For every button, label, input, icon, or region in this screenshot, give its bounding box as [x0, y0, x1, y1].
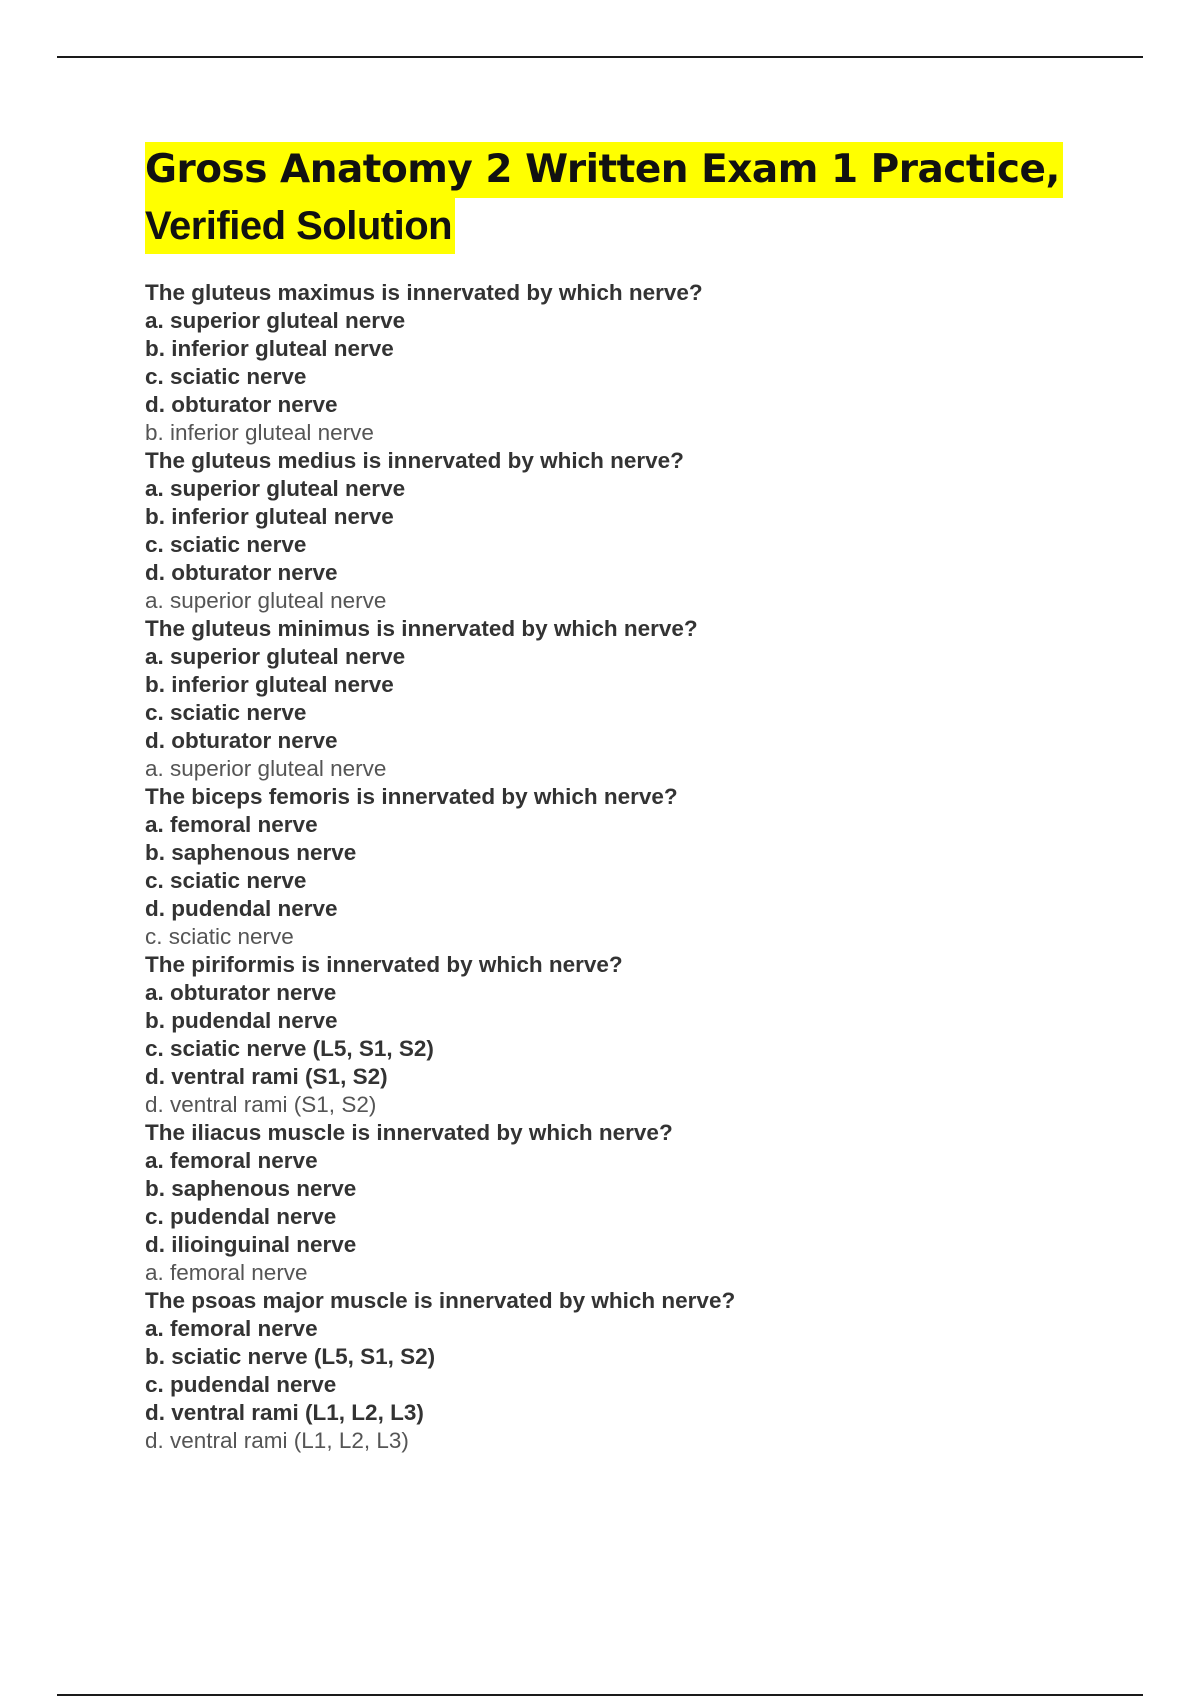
top-rule: [57, 56, 1143, 58]
option-a: a. femoral nerve: [145, 1316, 318, 1341]
answer-text: c. sciatic nerve: [145, 924, 294, 949]
option-d: d. pudendal nerve: [145, 896, 338, 921]
title-line-2: Verified Solution: [145, 198, 455, 254]
option-b: b. inferior gluteal nerve: [145, 336, 394, 361]
answer-text: b. inferior gluteal nerve: [145, 420, 374, 445]
option-a: a. femoral nerve: [145, 812, 318, 837]
question-text: The gluteus maximus is innervated by which nerve?: [145, 280, 703, 305]
option-b: b. inferior gluteal nerve: [145, 504, 394, 529]
option-d: d. obturator nerve: [145, 392, 338, 417]
question-text: The iliacus muscle is innervated by which nerve?: [145, 1120, 673, 1145]
option-d: d. obturator nerve: [145, 560, 338, 585]
option-c: c. sciatic nerve: [145, 868, 307, 893]
question-block: [145, 951, 1125, 1119]
option-b: b. sciatic nerve (L5, S1, S2): [145, 1344, 436, 1369]
option-b: b. saphenous nerve: [145, 1176, 357, 1201]
option-a: a. superior gluteal nerve: [145, 308, 406, 333]
answer-text: d. ventral rami (S1, S2): [145, 1092, 377, 1117]
question-block: [145, 783, 1125, 951]
option-d: d. ventral rami (S1, S2): [145, 1064, 388, 1089]
option-c: c. sciatic nerve (L5, S1, S2): [145, 1036, 434, 1061]
question-list: [145, 279, 1125, 1455]
document-title: [145, 142, 1063, 255]
option-c: c. pudendal nerve: [145, 1372, 337, 1397]
option-d: d. ventral rami (L1, L2, L3): [145, 1400, 424, 1425]
answer-text: a. superior gluteal nerve: [145, 588, 387, 613]
question-block: [145, 615, 1125, 783]
question-block: [145, 279, 1125, 447]
option-d: d. ilioinguinal nerve: [145, 1232, 357, 1257]
question-block: [145, 1287, 1125, 1455]
bottom-rule: [57, 1694, 1143, 1696]
question-block: [145, 1119, 1125, 1287]
answer-text: a. superior gluteal nerve: [145, 756, 387, 781]
question-block: [145, 447, 1125, 615]
option-a: a. obturator nerve: [145, 980, 337, 1005]
option-c: c. sciatic nerve: [145, 700, 307, 725]
title-line-1: Gross Anatomy 2 Written Exam 1 Practice,: [145, 142, 1063, 198]
option-b: b. pudendal nerve: [145, 1008, 338, 1033]
option-a: a. superior gluteal nerve: [145, 476, 406, 501]
option-c: c. pudendal nerve: [145, 1204, 337, 1229]
option-b: b. saphenous nerve: [145, 840, 357, 865]
option-c: c. sciatic nerve: [145, 532, 307, 557]
question-text: The gluteus minimus is innervated by which nerve?: [145, 616, 698, 641]
answer-text: d. ventral rami (L1, L2, L3): [145, 1428, 409, 1453]
option-a: a. superior gluteal nerve: [145, 644, 406, 669]
question-text: The psoas major muscle is innervated by which nerve?: [145, 1288, 736, 1313]
option-a: a. femoral nerve: [145, 1148, 318, 1173]
answer-text: a. femoral nerve: [145, 1260, 308, 1285]
question-text: The biceps femoris is innervated by which nerve?: [145, 784, 678, 809]
question-text: The piriformis is innervated by which nerve?: [145, 952, 623, 977]
option-d: d. obturator nerve: [145, 728, 338, 753]
option-b: b. inferior gluteal nerve: [145, 672, 394, 697]
option-c: c. sciatic nerve: [145, 364, 307, 389]
question-text: The gluteus medius is innervated by which nerve?: [145, 448, 684, 473]
